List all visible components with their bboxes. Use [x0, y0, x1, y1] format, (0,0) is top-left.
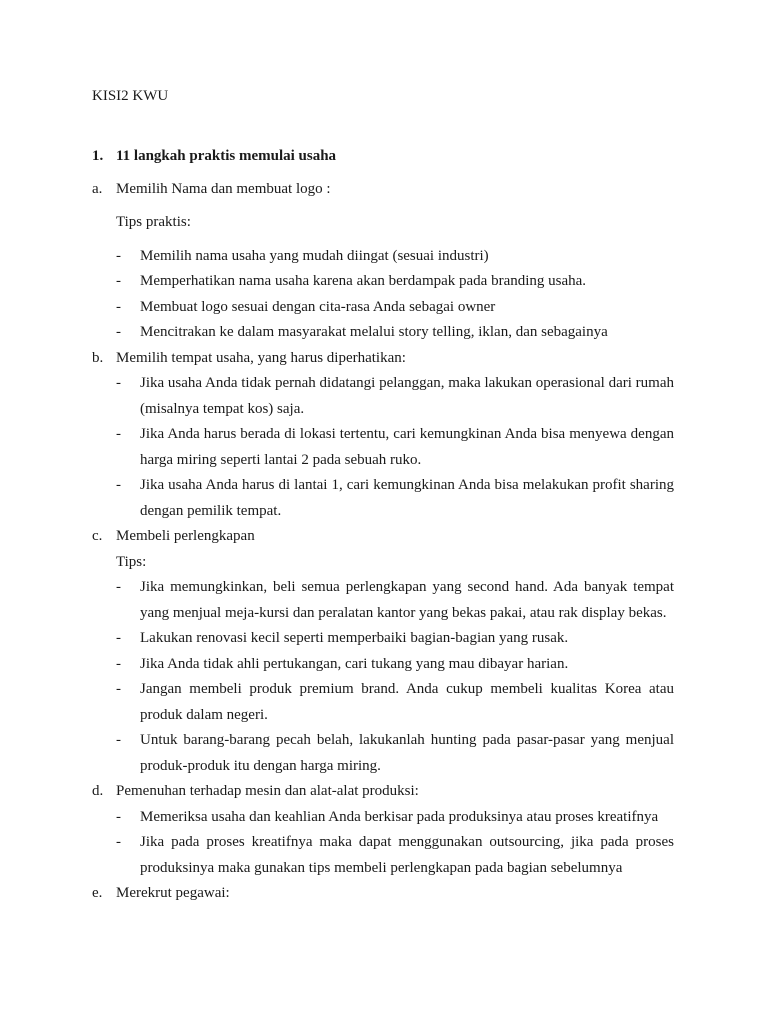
- bullet-item: - Membuat logo sesuai dengan cita-rasa Anda sebagai owner: [116, 298, 496, 315]
- section-d: [92, 779, 674, 881]
- bullet-item: - Jika pada proses kreatifnya maka dapat menggunakan outsourcing, jika pada proses produksinya maka gunakan tips membeli perlengkapan pada bagian sebelumnya: [116, 834, 674, 876]
- section-e-title: [92, 881, 674, 907]
- section-text: Merekrut pegawai:: [116, 885, 230, 901]
- tips-label: Tips:: [116, 553, 147, 570]
- section-letter: a.: [92, 180, 103, 197]
- section-b-title: [92, 346, 674, 372]
- numbered-heading: [92, 144, 674, 170]
- bullet-item: - Jika usaha Anda tidak pernah didatangi pelanggan, maka lakukan operasional dari rumah (misalnya tempat kos) saja.: [116, 375, 674, 417]
- heading-number: 1.: [92, 148, 104, 164]
- bullet-item: - Lakukan renovasi kecil seperti memperbaiki bagian-bagian yang rusak.: [116, 630, 569, 646]
- bullet-item: - Memperhatikan nama usaha karena akan berdampak pada branding usaha.: [116, 273, 587, 289]
- section-a: [92, 177, 674, 346]
- section-b: [92, 346, 674, 525]
- section-text: Pemenuhan terhadap mesin dan alat-alat produksi:: [116, 783, 419, 799]
- section-d-title: [92, 779, 674, 805]
- section-text: Memilih Nama dan membuat logo :: [116, 180, 331, 197]
- section-letter: b.: [92, 349, 104, 366]
- bullet-item: - Memeriksa usaha dan keahlian Anda berkisar pada produksinya atau proses kreatifnya: [116, 808, 659, 825]
- bullet-item: - Mencitrakan ke dalam masyarakat melalui story telling, iklan, dan sebagainya: [116, 324, 608, 340]
- section-letter: c.: [92, 528, 103, 544]
- bullet-item: - Jangan membeli produk premium brand. Anda cukup membeli kualitas Korea atau produk dalam negeri.: [116, 681, 674, 723]
- tips-label: Tips praktis:: [116, 214, 191, 230]
- section-c: [92, 524, 674, 779]
- section-c-title: [92, 524, 674, 550]
- section-a-title: [92, 177, 674, 203]
- bullet-item: - Jika Anda harus berada di lokasi tertentu, cari kemungkinan Anda bisa menyewa dengan harga miring seperti lantai 2 pada sebuah ruko.: [116, 426, 674, 468]
- document-title: KISI2 KWU: [92, 88, 169, 104]
- bullet-item: - Jika Anda tidak ahli pertukangan, cari tukang yang mau dibayar harian.: [116, 655, 569, 672]
- section-letter: e.: [92, 885, 103, 901]
- bullet-item: - Untuk barang-barang pecah belah, lakukanlah hunting pada pasar-pasar yang menjual produk-produk itu dengan harga miring.: [116, 732, 674, 774]
- section-text: Memilih tempat usaha, yang harus diperhatikan:: [116, 349, 406, 366]
- bullet-item: - Jika memungkinkan, beli semua perlengkapan yang second hand. Ada banyak tempat yang menjual meja-kursi dan peralatan kantor yang bekas pakai, atau rak display bekas.: [116, 579, 674, 621]
- document-page: [92, 84, 674, 907]
- bullet-item: - Memilih nama usaha yang mudah diingat (sesuai industri): [116, 247, 489, 264]
- section-e: [92, 881, 674, 907]
- bullet-item: - Jika usaha Anda harus di lantai 1, cari kemungkinan Anda bisa melakukan profit sharing dengan pemilik tempat.: [116, 477, 674, 519]
- heading-text: 11 langkah praktis memulai usaha: [116, 148, 337, 164]
- section-text: Membeli perlengkapan: [116, 528, 255, 544]
- section-letter: d.: [92, 783, 104, 799]
